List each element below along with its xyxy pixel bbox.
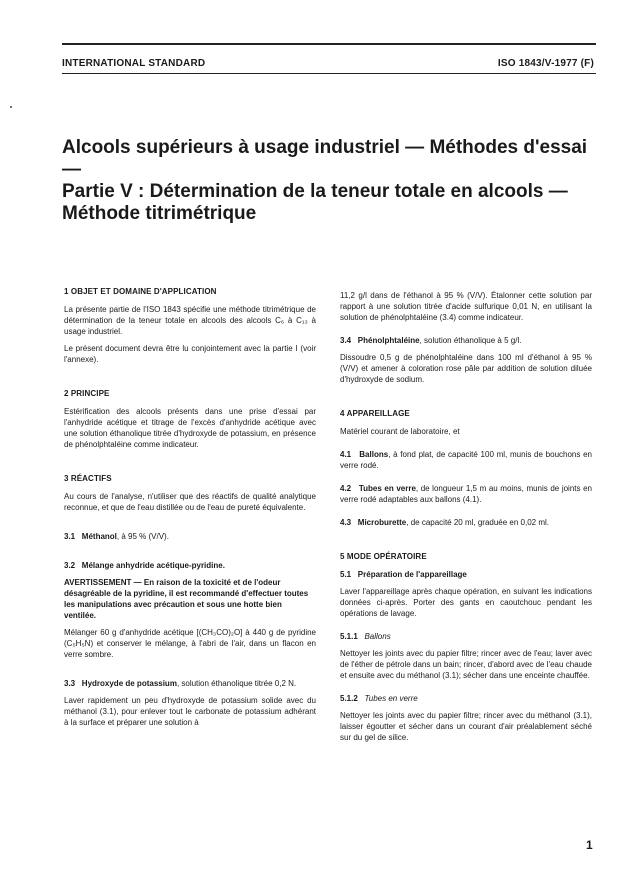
subsection-3-2 (64, 560, 316, 571)
subsection-5-1-1-paragraph: Nettoyer les joints avec du papier filtre; rincer avec de l'eau; laver avec de l'éther de pétrole dans un bain; rincer, d'abord avec de l'eau chaude et ensuite avec du méthanol (3.1); sécher dans une enceinte chauffée. (340, 649, 592, 680)
subsection-5-1-2-paragraph: Nettoyer les joints avec du papier filtre; rincer avec du méthanol (3.1), laisser égoutter et sécher dans un courant d'air préalablement séché sur du gel de silice. (340, 711, 592, 742)
subsection-3-3 (64, 678, 316, 689)
header-document-id: ISO 1843/V-1977 (F) (497, 58, 594, 69)
subsection-4-2-text: , de longueur 1,5 m au moins, munis de joints en verre rodé adaptables aux ballons (4.1). (340, 484, 592, 504)
section-4-heading: 4 APPAREILLAGE (340, 409, 410, 418)
section-2-heading: 2 PRINCIPE (64, 389, 110, 398)
section-2-paragraph: Estérification des alcools présents dans une prise d'essai par l'anhydride acétique et titrage de l'excès d'anhydride acétique avec une solution éthanolique titrée d'hydroxyde de potassium, en présence de phénolphtaléine comme indicateur. (64, 407, 316, 449)
subsection-5-1-2 (340, 693, 592, 704)
section-3-heading: 3 RÉACTIFS (64, 474, 112, 483)
subsection-3-2-paragraph: Mélanger 60 g d'anhydride acétique [(CH₃CO)₂O] à 440 g de pyridine (C₅H₅N) et conserver le mélange, à l'abri de l'air, dans un flacon en verre sombre. (64, 628, 316, 659)
section-1-paragraph-2: Le présent document devra être lu conjointement avec la partie I (voir l'annexe). (64, 344, 316, 364)
subsection-4-3-number: 4.3 (340, 518, 352, 527)
continued-paragraph: 11,2 g/l dans de l'éthanol à 95 % (V/V). Étalonner cette solution par rapport à une solution titrée d'acide sulfurique 0,01 N, en utilisant la solution de phénolphtaléine (3.4) comme indicateur. (340, 291, 592, 322)
subsection-4-1 (340, 449, 592, 471)
subsection-4-1-term: Ballons (359, 450, 389, 459)
section-4-paragraph: Matériel courant de laboratoire, et (340, 427, 460, 436)
subsection-3-3-paragraph: Laver rapidement un peu d'hydroxyde de potassium solide avec du méthanol (3.1), pour enlever tout le carbonate de potassium adhérant à la surface et préparer une solution à (64, 696, 316, 727)
page-number: 1 (586, 838, 593, 852)
subsection-4-1-number: 4.1 (340, 450, 352, 459)
subsection-4-3 (340, 517, 592, 528)
subsection-3-2-term: Mélange anhydride acétique-pyridine. (81, 561, 225, 570)
subsection-5-1-term: Préparation de l'appareillage (357, 570, 467, 579)
subsection-5-1-1 (340, 631, 592, 642)
title-line-1: Alcools supérieurs à usage industriel — Méthodes d'essai — (62, 137, 588, 180)
subsection-5-1-2-title: Tubes en verre (364, 694, 418, 703)
subsection-5-1-1-number: 5.1.1 (340, 632, 358, 641)
subsection-3-4-text: , solution éthanolique à 5 g/l. (419, 336, 522, 345)
section-3-paragraph: Au cours de l'analyse, n'utiliser que des réactifs de qualité analytique reconnue, et que de l'eau distillée ou de l'eau de pureté équivalente. (64, 492, 316, 512)
subsection-3-3-term: Hydroxyde de potassium (81, 679, 177, 688)
section-1-paragraph-1: La présente partie de l'ISO 1843 spécifie une méthode titrimétrique de détermination de la teneur totale en alcools des alcools C₆ à C₁₃ à usage industriel. (64, 305, 316, 336)
subsection-3-1 (64, 531, 316, 542)
subsection-4-3-text: , de capacité 20 ml, graduée en 0,02 ml. (406, 518, 550, 527)
subsection-4-3-term: Microburette (357, 518, 407, 527)
subsection-3-1-number: 3.1 (64, 532, 76, 541)
subsection-3-2-number: 3.2 (64, 561, 76, 570)
title-line-3: Méthode titrimétrique (62, 203, 257, 224)
subsection-5-1-2-number: 5.1.2 (340, 694, 358, 703)
subsection-4-2-number: 4.2 (340, 484, 352, 493)
subsection-4-1-text: , à fond plat, de capacité 100 ml, munis de bouchons en verre rodé. (340, 450, 592, 470)
header-rule (62, 73, 596, 74)
subsection-3-3-number: 3.3 (64, 679, 76, 688)
right-column (340, 290, 592, 749)
subsection-4-2 (340, 483, 592, 505)
subsection-3-4 (340, 335, 592, 346)
subsection-5-1-1-title: Ballons (364, 632, 391, 641)
subsection-3-4-term: Phénolphtaléine (357, 336, 420, 345)
subsection-5-1-paragraph: Laver l'appareillage après chaque opération, en suivant les indications données ci-après. Porter des gants en caoutchouc pendant les opérations de lavage. (340, 587, 592, 618)
section-5-heading: 5 MODE OPÉRATOIRE (340, 552, 427, 561)
subsection-5-1 (340, 569, 592, 580)
subsection-3-3-text: , solution éthanolique titrée 0,2 N. (176, 679, 297, 688)
pyridine-warning: AVERTISSEMENT — En raison de la toxicité et de l'odeur désagréable de la pyridine, il est recommandé d'effectuer toutes les manipulations avec précaution et sous une hotte bien ventilée. (64, 578, 309, 620)
subsection-3-1-text: , à 95 % (V/V). (116, 532, 169, 541)
subsection-4-2-term: Tubes en verre (358, 484, 416, 493)
section-1-heading: 1 OBJET ET DOMAINE D'APPLICATION (64, 287, 217, 296)
subsection-3-1-term: Méthanol (81, 532, 117, 541)
header-standard-label: INTERNATIONAL STANDARD (62, 58, 206, 69)
title-line-2: Partie V : Détermination de la teneur totale en alcools — (62, 181, 568, 202)
subsection-3-4-paragraph: Dissoudre 0,5 g de phénolphtaléine dans 100 ml d'éthanol à 95 % (V/V) et amener à coloration rose pâle par addition de solution diluée d'hydroxyde de sodium. (340, 353, 592, 384)
document-title (62, 137, 602, 225)
scan-speck (10, 106, 12, 108)
subsection-5-1-number: 5.1 (340, 570, 352, 579)
subsection-3-4-number: 3.4 (340, 336, 352, 345)
top-rule (62, 43, 596, 45)
left-column (64, 286, 316, 734)
